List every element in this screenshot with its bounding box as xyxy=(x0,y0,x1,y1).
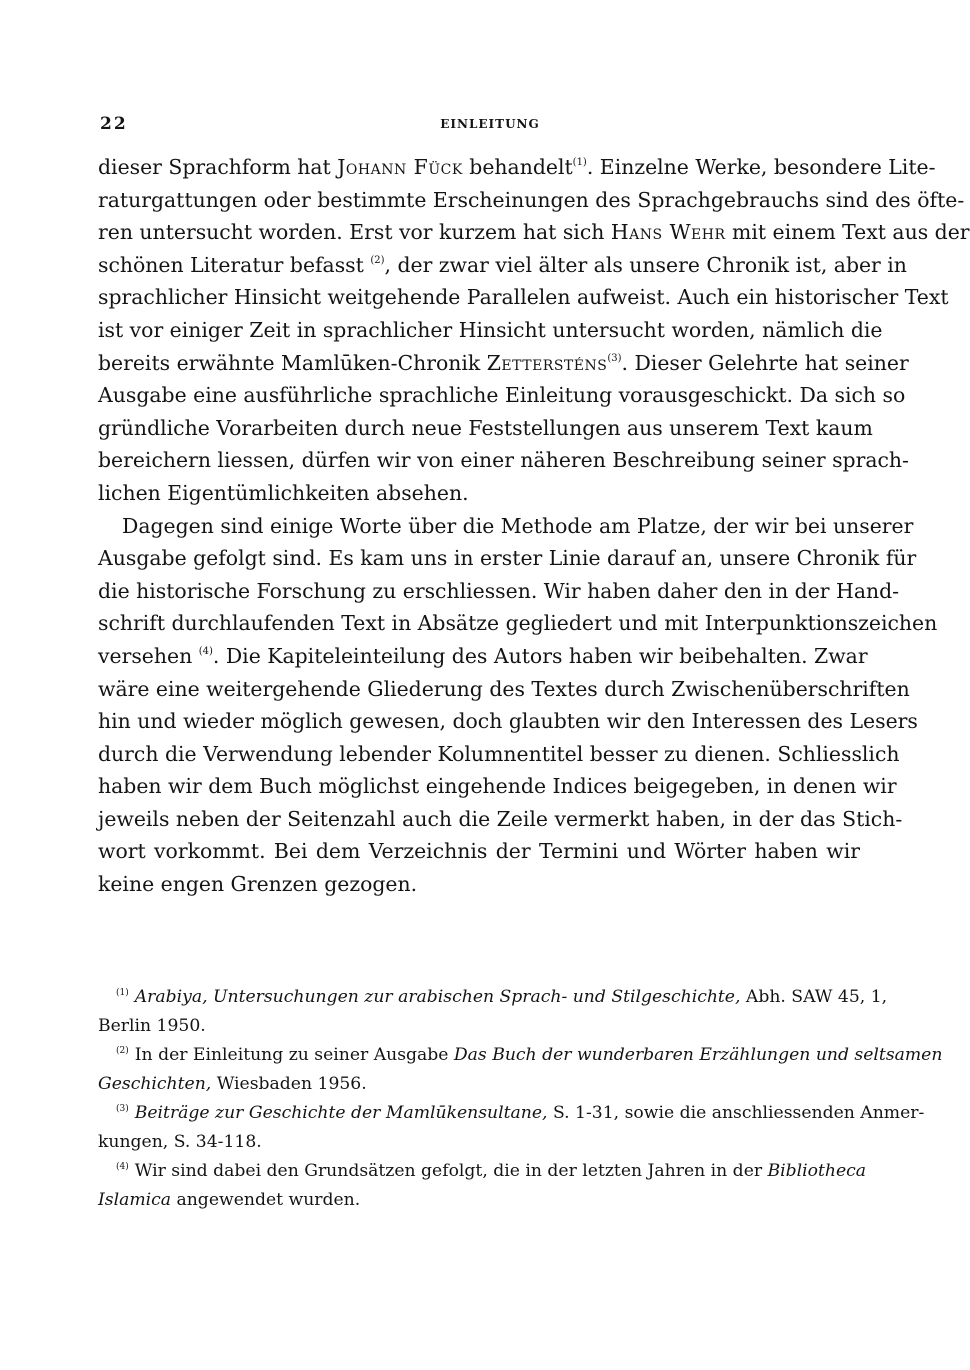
text-line xyxy=(98,314,883,347)
italic-title: Islamica xyxy=(98,1190,172,1210)
text-line xyxy=(98,151,936,184)
text-run: bereichern liessen, dürfen wir von einer näheren Beschreibung seiner sprach- xyxy=(98,448,909,473)
text-line xyxy=(98,640,868,673)
text-run: behandelt xyxy=(462,155,573,179)
text-run: Berlin 1950. xyxy=(98,1016,206,1036)
footnote-reference: (4) xyxy=(198,645,213,657)
footnote-reference: (3) xyxy=(607,352,622,364)
text-line xyxy=(98,477,860,510)
text-run: schrift durchlaufenden Text in Absätze gegliedert und mit Interpunktionszeichen xyxy=(98,611,938,636)
page-header xyxy=(100,114,860,138)
text-line xyxy=(98,673,910,706)
footnote-line xyxy=(98,1041,943,1070)
italic-title: Geschichten, xyxy=(98,1074,212,1094)
footnote-line xyxy=(98,1157,867,1186)
text-line xyxy=(98,542,917,575)
footnote-marker: (1) xyxy=(116,988,129,998)
italic-title: Das Buch der wunderbaren Erzählungen und seltsamen xyxy=(453,1045,943,1065)
text-run: Abh. SAW 45, 1, xyxy=(740,987,888,1007)
italic-title: Bibliotheca xyxy=(767,1161,867,1181)
footnote-marker: (2) xyxy=(116,1046,129,1056)
footnote-reference: (1) xyxy=(572,157,587,168)
text-run: , der zwar viel älter als unsere Chronik ist, aber in xyxy=(384,252,907,277)
text-run: Dagegen sind einige Worte über die Methode am Platze, der wir bei unserer xyxy=(122,513,914,538)
text-run: . Dieser Gelehrte hat seiner xyxy=(621,350,909,375)
text-run: ren untersucht worden. Erst vor kurzem hat sich xyxy=(98,220,611,245)
text-run: versehen xyxy=(98,643,199,668)
footnote-line xyxy=(98,1128,860,1157)
text-run: dieser Sprachform hat xyxy=(98,155,338,179)
text-line xyxy=(98,770,897,803)
author-name: Hans Wehr xyxy=(610,220,726,245)
text-line xyxy=(98,868,860,901)
footnote xyxy=(98,983,888,1041)
text-line xyxy=(98,347,909,380)
text-line xyxy=(98,803,903,836)
footnote-line xyxy=(98,1099,925,1128)
running-title: EINLEITUNG xyxy=(440,117,540,131)
footnote xyxy=(98,1157,867,1215)
text-run: Wiesbaden 1956. xyxy=(211,1074,367,1094)
text-run: raturgattungen oder bestimmte Erscheinungen des Sprachgebrauchs sind des öfte- xyxy=(98,187,965,212)
text-run: durch die Verwendung lebender Kolumnentitel besser zu dienen. Schliesslich xyxy=(98,741,900,766)
page-number: 22 xyxy=(100,114,128,134)
text-line xyxy=(98,412,873,445)
text-run: angewendet wurden. xyxy=(171,1190,361,1210)
text-run: In der Einleitung zu seiner Ausgabe xyxy=(134,1045,454,1065)
text-run: jeweils neben der Seitenzahl auch die Zeile vermerkt haben, in der das Stich- xyxy=(98,806,903,831)
text-line xyxy=(98,835,860,868)
footnote-line xyxy=(98,983,888,1012)
text-line xyxy=(98,738,900,771)
text-line xyxy=(98,575,900,608)
footnote xyxy=(98,1041,943,1099)
footnote-marker: (4) xyxy=(116,1162,129,1172)
text-run: Ausgabe eine ausführliche sprachliche Einleitung vorausgeschickt. Da sich so xyxy=(98,383,906,408)
text-run: wort vorkommt. Bei dem Verzeichnis der Termini und Wörter haben wir xyxy=(98,839,860,864)
footnote xyxy=(98,1099,925,1157)
text-run: hin und wieder möglich gewesen, doch glaubten wir den Interessen des Lesers xyxy=(98,709,918,734)
footnote-line xyxy=(98,1070,860,1099)
footnote-line xyxy=(98,1012,860,1041)
text-run: die historische Forschung zu erschliessen. Wir haben daher den in der Hand- xyxy=(98,578,900,603)
text-run: Wir sind dabei den Grundsätzen gefolgt, die in der letzten Jahren in der xyxy=(134,1161,768,1181)
text-run: bereits erwähnte Mamlūken-Chronik xyxy=(98,350,487,375)
text-run: haben wir dem Buch möglichst eingehende Indices beigegeben, in denen wir xyxy=(98,774,897,799)
text-line xyxy=(98,184,965,217)
text-line xyxy=(98,216,970,249)
text-run: . Die Kapiteleinteilung des Autors haben wir beibehalten. Zwar xyxy=(212,643,868,668)
text-run: . Einzelne Werke, besondere Lite- xyxy=(586,155,936,179)
text-line xyxy=(98,249,907,282)
footnote-marker: (3) xyxy=(116,1104,129,1114)
text-run: schönen Literatur befasst xyxy=(98,252,371,277)
text-line xyxy=(98,705,918,738)
text-run: kungen, S. 34-118. xyxy=(98,1132,262,1152)
text-line xyxy=(98,379,906,412)
text-line xyxy=(98,281,949,314)
text-run: mit einem Text aus der xyxy=(725,220,970,245)
author-name: Zettersténs xyxy=(486,350,608,375)
text-run: sprachlicher Hinsicht weitgehende Parallelen aufweist. Auch ein historischer Text xyxy=(98,285,949,310)
footnote-line xyxy=(98,1186,860,1215)
body-text xyxy=(98,151,970,901)
text-run: ist vor einiger Zeit in sprachlicher Hinsicht untersucht worden, nämlich die xyxy=(98,317,883,342)
italic-title: Arabiya, Untersuchungen zur arabischen Sprach- und Stilgeschichte, xyxy=(134,987,741,1007)
text-run: S. 1-31, sowie die anschliessenden Anmer- xyxy=(547,1103,925,1123)
text-run: keine engen Grenzen gezogen. xyxy=(98,872,418,897)
text-line xyxy=(98,444,909,477)
text-run: Ausgabe gefolgt sind. Es kam uns in erster Linie darauf an, unsere Chronik für xyxy=(98,546,917,571)
text-run: wäre eine weitergehende Gliederung des Textes durch Zwischenüberschriften xyxy=(98,676,910,701)
footnote-reference: (2) xyxy=(370,254,385,266)
author-name: Johann Fück xyxy=(337,155,463,179)
text-run: lichen Eigentümlichkeiten absehen. xyxy=(98,480,469,505)
text-run: gründliche Vorarbeiten durch neue Feststellungen aus unserem Text kaum xyxy=(98,415,873,440)
text-line xyxy=(98,607,938,640)
text-line xyxy=(98,510,914,543)
italic-title: Beiträge zur Geschichte der Mamlūkensultane, xyxy=(134,1103,548,1123)
footnotes xyxy=(98,983,943,1215)
